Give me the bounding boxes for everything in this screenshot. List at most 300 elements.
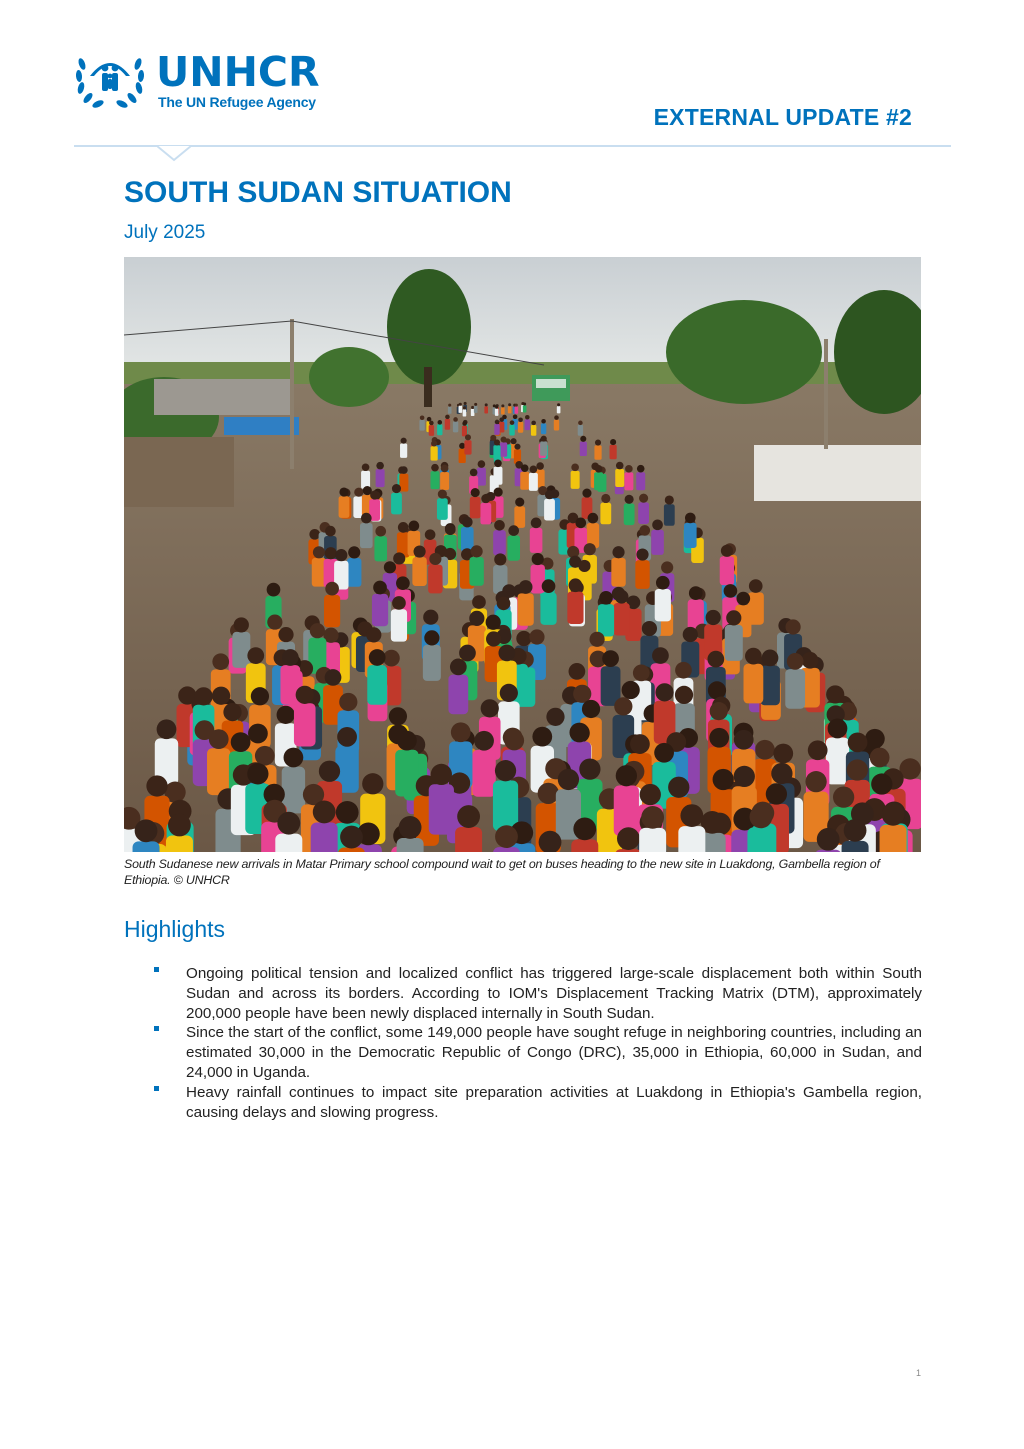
crowd-figure-head bbox=[578, 560, 590, 572]
crowd-figure-head bbox=[414, 545, 426, 557]
crowd-figure-head bbox=[445, 524, 456, 535]
crowd-figure-body bbox=[133, 841, 160, 852]
crowd-figure-head bbox=[844, 819, 867, 842]
crowd-figure-body bbox=[571, 839, 598, 852]
crowd-figure-head bbox=[617, 827, 640, 850]
crowd-figure-head bbox=[497, 597, 511, 611]
highlights-list bbox=[152, 964, 922, 1122]
crowd-figure-head bbox=[545, 490, 554, 499]
crowd-figure-head bbox=[531, 421, 536, 426]
crowd-photo bbox=[124, 257, 921, 852]
crowd-figure-head bbox=[685, 513, 696, 524]
crowd-figure-body bbox=[361, 471, 370, 489]
crowd-figure-body bbox=[684, 523, 697, 548]
crowd-figure-head bbox=[438, 420, 443, 425]
crowd-figure-head bbox=[399, 816, 422, 839]
crowd-figure-head bbox=[485, 403, 488, 406]
crowd-figure-head bbox=[749, 579, 763, 593]
crowd-figure-head bbox=[515, 404, 518, 407]
crowd-figure-head bbox=[614, 697, 632, 715]
crowd-figure-head bbox=[429, 421, 434, 426]
crowd-figure-head bbox=[212, 653, 229, 670]
crowd-figure-head bbox=[168, 814, 191, 837]
crowd-figure-body bbox=[720, 556, 734, 585]
crowd-figure-body bbox=[397, 838, 424, 852]
crowd-figure-body bbox=[638, 502, 649, 524]
crowd-figure-body bbox=[525, 419, 530, 430]
crowd-figure-head bbox=[762, 650, 779, 667]
crowd-figure-head bbox=[457, 805, 480, 828]
crowd-figure-head bbox=[438, 490, 447, 499]
crowd-figure-head bbox=[495, 825, 518, 848]
crowd-figure-body bbox=[459, 406, 463, 413]
crowd-figure-body bbox=[523, 405, 527, 412]
crowd-figure-body bbox=[339, 496, 350, 518]
crowd-figure-body bbox=[842, 841, 869, 852]
crowd-figure-head bbox=[486, 631, 501, 646]
crowd-illustration bbox=[124, 257, 921, 852]
crowd-figure-head bbox=[641, 806, 664, 829]
crowd-figure-body bbox=[578, 425, 583, 436]
crowd-figure-body bbox=[430, 471, 439, 489]
crowd-figure-head bbox=[423, 610, 438, 625]
crowd-figure-head bbox=[471, 488, 480, 497]
crowd-figure-head bbox=[251, 687, 269, 705]
crowd-figure-head bbox=[773, 744, 793, 764]
crowd-figure-head bbox=[601, 494, 610, 503]
crowd-figure-head bbox=[771, 763, 792, 784]
crowd-figure-body bbox=[472, 750, 495, 797]
crowd-figure-head bbox=[231, 732, 251, 752]
crowd-figure-body bbox=[166, 836, 193, 852]
crowd-figure-head bbox=[569, 578, 583, 592]
crowd-figure-head bbox=[554, 415, 559, 420]
crowd-figure-head bbox=[277, 812, 300, 835]
crowd-figure-head bbox=[366, 627, 381, 642]
crowd-figure-head bbox=[706, 610, 721, 625]
bullet-icon bbox=[154, 967, 159, 972]
crowd-figure-head bbox=[464, 402, 467, 405]
crowd-figure-head bbox=[392, 596, 406, 610]
crowd-figure-head bbox=[247, 763, 268, 784]
crowd-figure-body bbox=[493, 780, 518, 830]
crowd-figure-head bbox=[508, 403, 511, 406]
crowd-figure-head bbox=[602, 650, 619, 667]
crowd-figure-body bbox=[655, 589, 671, 621]
crowd-figure-head bbox=[319, 761, 340, 782]
crowd-figure-head bbox=[340, 826, 363, 849]
crowd-figure-body bbox=[567, 592, 583, 624]
logo-tagline: The UN Refugee Agency bbox=[158, 94, 316, 110]
crowd-figure-head bbox=[451, 722, 471, 742]
crowd-figure-head bbox=[325, 526, 336, 537]
highlight-text: Since the start of the conflict, some 149,000 people have sought refuge in neighboring countries, including an estimated 30,000 in the Democratic Republic of Congo (DRC), 35,000 in Ethiopia, 60,000 in Sudan, and 24,000 in Uganda. bbox=[186, 1024, 922, 1081]
crowd-figure-body bbox=[464, 440, 471, 454]
crowd-figure-head bbox=[826, 685, 844, 703]
crowd-figure-head bbox=[194, 687, 212, 705]
crowd-figure-head bbox=[805, 771, 826, 792]
crowd-figure-head bbox=[633, 665, 650, 682]
crowd-figure-head bbox=[424, 630, 439, 645]
crowd-figure-head bbox=[494, 459, 502, 467]
crowd-figure-head bbox=[871, 773, 892, 794]
crowd-figure-head bbox=[474, 403, 477, 406]
crowd-figure-body bbox=[419, 420, 424, 431]
page-number: 1 bbox=[916, 1368, 922, 1378]
crowd-figure-body bbox=[544, 499, 555, 521]
crowd-figure-head bbox=[248, 724, 268, 744]
crowd-figure-body bbox=[360, 523, 373, 548]
crowd-figure-head bbox=[755, 740, 775, 760]
crowd-figure-head bbox=[582, 489, 591, 498]
crowd-figure-head bbox=[463, 406, 466, 409]
crowd-figure-body bbox=[448, 675, 468, 715]
crowd-figure-head bbox=[450, 659, 467, 676]
crowd-figure-body bbox=[785, 669, 805, 709]
crowd-figure-head bbox=[499, 417, 504, 422]
crowd-figure-head bbox=[481, 699, 499, 717]
crowd-figure-head bbox=[546, 708, 564, 726]
crowd-figure-head bbox=[589, 632, 604, 647]
crowd-figure-head bbox=[448, 404, 451, 407]
crowd-figure-body bbox=[493, 467, 502, 485]
crowd-figure-body bbox=[324, 595, 340, 627]
crowd-figure-head bbox=[532, 727, 552, 747]
crowd-figure-head bbox=[736, 592, 750, 606]
crowd-figure-head bbox=[471, 545, 483, 557]
crowd-figure-head bbox=[787, 653, 804, 670]
crowd-figure-body bbox=[725, 625, 743, 661]
crowd-figure-head bbox=[296, 686, 314, 704]
crowd-figure-body bbox=[480, 503, 491, 525]
crowd-figure-head bbox=[494, 553, 506, 565]
crowd-figure-body bbox=[501, 407, 505, 414]
crowd-figure-body bbox=[440, 472, 449, 490]
crowd-figure-head bbox=[398, 522, 409, 533]
crowd-figure-head bbox=[750, 805, 773, 828]
crowd-figure-body bbox=[518, 593, 534, 625]
crowd-figure-head bbox=[709, 728, 729, 748]
crowd-figure-head bbox=[376, 462, 384, 470]
crowd-figure-head bbox=[392, 484, 401, 493]
highlight-text: Ongoing political tension and localized conflict has triggered large-scale displacement both within South Sudan and across its borders. According to IOM's Displacement Tracking Matrix (DTM), approximately 200,000 people have been newly displaced internally in South Sudan. bbox=[186, 965, 922, 1022]
crowd-figure-head bbox=[734, 766, 755, 787]
crowd-figure-head bbox=[429, 553, 441, 565]
crowd-figure-head bbox=[656, 576, 670, 590]
crowd-figure-body bbox=[664, 504, 675, 526]
crowd-figure-head bbox=[642, 621, 657, 636]
crowd-figure-head bbox=[532, 553, 544, 565]
crowd-figure-body bbox=[531, 425, 536, 436]
crowd-figure-body bbox=[530, 528, 543, 553]
crowd-figure-head bbox=[518, 418, 523, 423]
highlights-heading: Highlights bbox=[124, 916, 225, 942]
update-label: EXTERNAL UPDATE #2 bbox=[653, 104, 912, 130]
crowd-figure-body bbox=[376, 469, 385, 487]
crowd-figure-body bbox=[594, 472, 603, 490]
crowd-figure-body bbox=[639, 828, 666, 852]
crowd-figure-head bbox=[474, 731, 494, 751]
crowd-figure-body bbox=[395, 750, 418, 797]
crowd-figure-head bbox=[212, 687, 230, 705]
crowd-figure-body bbox=[636, 472, 645, 490]
crowd-figure-head bbox=[726, 610, 741, 625]
crowd-figure-body bbox=[880, 825, 907, 852]
crowd-figure-body bbox=[509, 425, 514, 436]
crowd-figure-head bbox=[498, 645, 515, 662]
crowd-figure-head bbox=[785, 619, 800, 634]
crowd-figure-head bbox=[721, 545, 733, 557]
crowd-figure-head bbox=[573, 817, 596, 840]
crowd-figure-head bbox=[336, 801, 359, 824]
crowd-figure-body bbox=[557, 406, 561, 413]
crowd-figure-body bbox=[624, 472, 633, 490]
crowd-figure-head bbox=[425, 529, 436, 540]
crowd-figure-head bbox=[420, 415, 425, 420]
crowd-figure-body bbox=[611, 558, 625, 587]
crowd-figure-head bbox=[616, 462, 624, 470]
crowd-figure-head bbox=[369, 649, 386, 666]
crowd-figure-body bbox=[624, 504, 635, 526]
crowd-figure-head bbox=[361, 513, 372, 524]
crowd-figure-head bbox=[465, 434, 471, 440]
crowd-figure-head bbox=[530, 466, 538, 474]
crowd-figure-body bbox=[600, 503, 611, 525]
crowd-figure-head bbox=[882, 803, 905, 826]
crowd-figure-head bbox=[157, 719, 177, 739]
crowd-figure-body bbox=[453, 422, 458, 433]
crowd-figure-body bbox=[494, 424, 499, 435]
crowd-figure-body bbox=[540, 592, 556, 624]
crowd-figure-body bbox=[455, 827, 482, 852]
crowd-figure-head bbox=[578, 421, 583, 426]
page-title: SOUTH SUDAN SITUATION bbox=[124, 176, 512, 209]
crowd-figure-head bbox=[396, 576, 410, 590]
crowd-figure-head bbox=[135, 819, 158, 842]
crowd-figure-body bbox=[743, 664, 763, 704]
crowd-figure-head bbox=[640, 784, 661, 805]
crowd-figure-head bbox=[675, 662, 692, 679]
crowd-figure-body bbox=[554, 420, 559, 431]
crowd-figure-body bbox=[367, 665, 387, 705]
crowd-figure-head bbox=[745, 648, 762, 665]
crowd-figure-head bbox=[817, 828, 840, 851]
crowd-figure-head bbox=[373, 581, 387, 595]
crowd-figure-head bbox=[582, 700, 600, 718]
crowd-figure-head bbox=[625, 465, 633, 473]
crowd-figure-head bbox=[595, 440, 601, 446]
crowd-figure-head bbox=[584, 543, 596, 555]
crowd-figure-body bbox=[429, 425, 434, 436]
crowd-figure-head bbox=[833, 786, 854, 807]
crowd-figure-head bbox=[501, 436, 507, 442]
crowd-figure-body bbox=[507, 536, 520, 561]
crowd-figure-head bbox=[575, 518, 586, 529]
crowd-figure-head bbox=[708, 681, 726, 699]
photo-caption: South Sudanese new arrivals in Matar Primary school compound wait to get on buses heading to the new site in Luakdong, Gambella region of Ethiopia. © UNHCR bbox=[124, 857, 880, 887]
highlight-item bbox=[152, 964, 922, 1023]
crowd-figure-body bbox=[423, 645, 441, 681]
crowd-figure-body bbox=[651, 530, 664, 555]
crowd-figure-head bbox=[655, 683, 673, 701]
crowd-figure-body bbox=[499, 422, 504, 433]
crowd-figure-body bbox=[428, 565, 442, 594]
crowd-figure-body bbox=[598, 604, 614, 636]
crowd-figure-head bbox=[339, 693, 357, 711]
crowd-figure-head bbox=[668, 777, 689, 798]
crowd-figure-head bbox=[558, 769, 579, 790]
crowd-figure-head bbox=[495, 760, 516, 781]
divider-notch bbox=[157, 145, 191, 163]
crowd-figure-head bbox=[636, 548, 648, 560]
crowd-figure-body bbox=[391, 609, 407, 641]
crowd-figure-head bbox=[557, 403, 560, 406]
crowd-figure-head bbox=[431, 440, 437, 446]
crowd-figure-body bbox=[529, 473, 538, 491]
crowd-figure-body bbox=[614, 603, 630, 635]
crowd-figure-head bbox=[710, 702, 728, 720]
crowd-figure-body bbox=[518, 422, 523, 433]
crowd-figure-head bbox=[313, 801, 336, 824]
crowd-figure-body bbox=[493, 530, 506, 555]
crowd-figure-head bbox=[234, 617, 249, 632]
crowd-figure-head bbox=[247, 647, 264, 664]
crowd-figure-body bbox=[445, 419, 450, 430]
crowd-figure-body bbox=[477, 468, 486, 486]
header-divider bbox=[74, 145, 951, 147]
crowd-figure-head bbox=[661, 561, 673, 573]
crowd-figure-body bbox=[400, 443, 407, 457]
crowd-figure-head bbox=[441, 465, 449, 473]
crowd-figure-head bbox=[401, 438, 407, 444]
crowd-figure-head bbox=[595, 465, 603, 473]
crowd-figure-body bbox=[678, 826, 705, 852]
crowd-figure-head bbox=[689, 586, 703, 600]
crowd-figure-body bbox=[515, 407, 519, 414]
crowd-figure-body bbox=[495, 409, 499, 416]
crowd-figure-head bbox=[847, 759, 868, 780]
crowd-figure-head bbox=[146, 775, 167, 796]
crowd-figure-head bbox=[348, 546, 360, 558]
crowd-figure-body bbox=[437, 498, 448, 520]
crowd-figure-head bbox=[599, 591, 613, 605]
crowd-figure-body bbox=[311, 822, 338, 852]
crowd-figure-body bbox=[463, 409, 467, 416]
crowd-figure-head bbox=[431, 464, 439, 472]
crowd-figure-body bbox=[347, 558, 361, 587]
unhcr-logo bbox=[72, 46, 352, 114]
crowd-figure-head bbox=[459, 403, 462, 406]
crowd-figure-body bbox=[374, 536, 387, 561]
crowd-figure-head bbox=[652, 647, 669, 664]
crowd-figure-body bbox=[412, 557, 426, 586]
crowd-figure-head bbox=[639, 494, 648, 503]
crowd-figure-head bbox=[384, 561, 396, 573]
crowd-figure-body bbox=[469, 557, 483, 586]
crowd-figure-head bbox=[848, 733, 868, 753]
crowd-figure-head bbox=[459, 443, 465, 449]
crowd-figure-head bbox=[400, 466, 408, 474]
crowd-figure-head bbox=[481, 494, 490, 503]
crowd-figure-head bbox=[531, 518, 542, 529]
crowd-figure-head bbox=[513, 415, 518, 420]
crowd-figure-head bbox=[462, 421, 467, 426]
crowd-figure-head bbox=[267, 583, 281, 597]
crowd-figure-head bbox=[470, 469, 478, 477]
crowd-figure-head bbox=[580, 436, 586, 442]
crowd-figure-head bbox=[724, 584, 738, 598]
crowd-figure-head bbox=[393, 552, 405, 564]
crowd-figure-head bbox=[397, 731, 417, 751]
crowd-figure-head bbox=[469, 611, 484, 626]
crowd-figure-body bbox=[207, 748, 230, 795]
crowd-figure-head bbox=[515, 498, 524, 507]
crowd-figure-head bbox=[453, 417, 458, 422]
crowd-figure-head bbox=[223, 703, 241, 721]
crowd-figure-head bbox=[525, 415, 530, 420]
crowd-figure-head bbox=[310, 623, 325, 638]
highlight-item bbox=[152, 1023, 922, 1082]
bullet-icon bbox=[154, 1086, 159, 1091]
crowd-figure-head bbox=[569, 663, 586, 680]
crowd-figure-head bbox=[579, 758, 600, 779]
crowd-figure-body bbox=[635, 560, 649, 589]
crowd-figure-head bbox=[734, 730, 754, 750]
crowd-figure-head bbox=[494, 520, 505, 531]
crowd-figure-head bbox=[766, 783, 787, 804]
crowd-figure-head bbox=[431, 764, 452, 785]
crowd-figure-head bbox=[375, 526, 386, 537]
crowd-figure-body bbox=[508, 406, 512, 413]
crowd-figure-head bbox=[514, 444, 520, 450]
crowd-figure-head bbox=[630, 734, 650, 754]
crowd-figure-head bbox=[284, 748, 304, 768]
crowd-figure-head bbox=[523, 402, 526, 405]
crowd-figure-body bbox=[610, 445, 617, 459]
crowd-figure-head bbox=[495, 420, 500, 425]
crowd-figure-head bbox=[683, 627, 698, 642]
crowd-figure-body bbox=[437, 424, 442, 435]
crowd-figure-body bbox=[470, 497, 481, 519]
crowd-figure-head bbox=[325, 547, 337, 559]
crowd-figure-head bbox=[278, 627, 293, 642]
crowd-figure-head bbox=[571, 464, 579, 472]
crowd-figure-body bbox=[500, 442, 507, 456]
crowd-figure-head bbox=[500, 684, 518, 702]
crowd-figure-head bbox=[427, 417, 432, 422]
crowd-figure-body bbox=[541, 423, 546, 434]
crowd-figure-head bbox=[335, 549, 347, 561]
crowd-figure-body bbox=[594, 445, 601, 459]
crowd-figure-head bbox=[680, 804, 703, 827]
crowd-figure-body bbox=[431, 446, 438, 460]
crowd-figure-head bbox=[519, 580, 533, 594]
crowd-figure-body bbox=[580, 442, 587, 456]
crowd-figure-head bbox=[494, 439, 500, 445]
crowd-figure-head bbox=[459, 645, 476, 662]
crowd-figure-head bbox=[511, 438, 517, 444]
unhcr-emblem-icon bbox=[72, 46, 148, 110]
crowd-figure-head bbox=[615, 590, 629, 604]
crowd-figure-head bbox=[654, 743, 674, 763]
crowd-figure-head bbox=[325, 669, 342, 686]
crowd-figure-head bbox=[538, 783, 559, 804]
crowd-figure-body bbox=[571, 471, 580, 489]
crowd-figure-head bbox=[616, 765, 637, 786]
crowd-figure-head bbox=[588, 513, 599, 524]
crowd-figure-head bbox=[472, 595, 486, 609]
crowd-figure-body bbox=[747, 827, 774, 852]
